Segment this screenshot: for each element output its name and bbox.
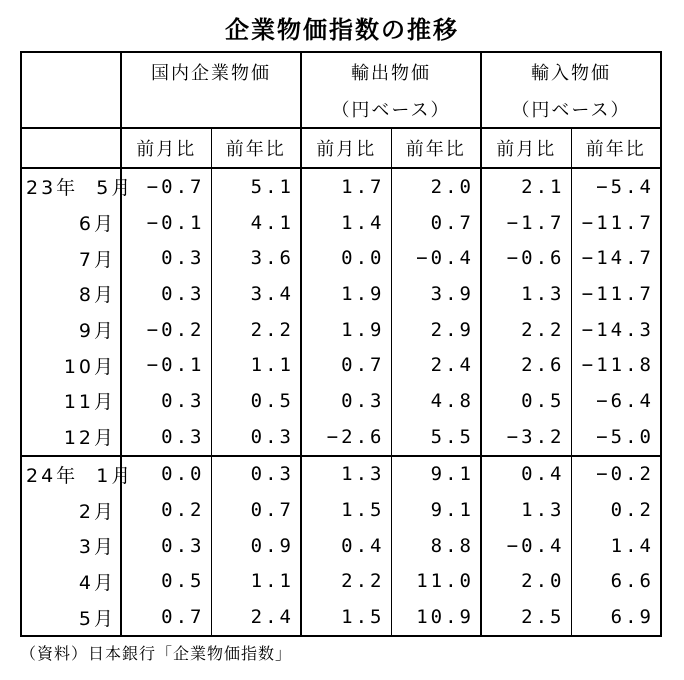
subcol-header: 前年比 xyxy=(211,128,301,168)
value-cell: 0.0 xyxy=(301,240,391,276)
value-cell: 5.5 xyxy=(391,419,481,456)
table-row xyxy=(21,492,661,528)
subcol-header: 前月比 xyxy=(481,128,571,168)
row-label: 24年 1月 xyxy=(21,456,121,493)
value-cell: −0.2 xyxy=(146,318,205,341)
value-cell: 11.0 xyxy=(391,564,481,600)
value-cell: 10.9 xyxy=(391,599,481,636)
table-body xyxy=(21,168,661,636)
value-cell: 0.3 xyxy=(161,247,205,270)
row-label: 9月 xyxy=(21,312,121,348)
value-cell: 5.1 xyxy=(211,168,301,205)
value-cell: −0.4 xyxy=(391,240,481,276)
value-cell: 1.3 xyxy=(301,456,391,493)
value-cell: 0.3 xyxy=(161,282,205,305)
price-index-table xyxy=(20,51,662,637)
subcol-header: 前月比 xyxy=(121,128,211,168)
value-cell: −0.6 xyxy=(481,240,571,276)
value-cell: 2.6 xyxy=(481,347,571,383)
value-cell: 9.1 xyxy=(391,456,481,493)
value-cell: −0.1 xyxy=(146,211,205,234)
value-cell: −0.1 xyxy=(146,354,205,377)
value-cell: 2.0 xyxy=(481,564,571,600)
value-cell: 6.6 xyxy=(571,564,661,600)
row-label: 5月 xyxy=(21,599,121,636)
group-header-export: 輸出物価 xyxy=(301,52,481,91)
value-cell: −0.4 xyxy=(481,528,571,564)
value-cell: 3.9 xyxy=(391,276,481,312)
table-row xyxy=(21,240,661,276)
value-cell: 1.5 xyxy=(301,492,391,528)
value-cell: 0.3 xyxy=(211,419,301,456)
source-note: （資料）日本銀行「企業物価指数」 xyxy=(20,644,293,663)
subcol-header: 前年比 xyxy=(391,128,481,168)
table-header xyxy=(21,52,661,168)
group-header-domestic: 国内企業物価 xyxy=(121,52,301,91)
row-label: 11月 xyxy=(21,383,121,419)
value-cell: −6.4 xyxy=(571,383,661,419)
value-cell: 0.5 xyxy=(161,570,205,593)
value-cell: −11.8 xyxy=(571,347,661,383)
table-row xyxy=(21,599,661,636)
corner-cell xyxy=(21,52,121,128)
value-cell: 0.7 xyxy=(211,492,301,528)
value-cell: 1.3 xyxy=(481,492,571,528)
group-subheader-domestic xyxy=(121,91,301,128)
value-cell: −11.7 xyxy=(571,205,661,241)
value-cell: 2.2 xyxy=(481,312,571,348)
value-cell: 0.4 xyxy=(301,528,391,564)
table-row xyxy=(21,276,661,312)
value-cell: 2.9 xyxy=(391,312,481,348)
value-cell: 2.4 xyxy=(211,599,301,636)
row-label: 12月 xyxy=(21,419,121,456)
table-row xyxy=(21,564,661,600)
value-cell: 0.3 xyxy=(161,425,205,448)
value-cell: −3.2 xyxy=(481,419,571,456)
value-cell: 1.3 xyxy=(481,276,571,312)
group-header-import: 輸入物価 xyxy=(481,52,661,91)
value-cell: 0.2 xyxy=(161,499,205,522)
subcol-header: 前月比 xyxy=(301,128,391,168)
table-row xyxy=(21,419,661,456)
value-cell: 2.5 xyxy=(481,599,571,636)
value-cell: 1.5 xyxy=(301,599,391,636)
value-cell: 4.8 xyxy=(391,383,481,419)
value-cell: 0.3 xyxy=(211,456,301,493)
row-label: 7月 xyxy=(21,240,121,276)
value-cell: 0.3 xyxy=(161,389,205,412)
value-cell: 3.4 xyxy=(211,276,301,312)
value-cell: 0.7 xyxy=(121,599,211,636)
value-cell: 6.9 xyxy=(571,599,661,636)
value-cell: −5.4 xyxy=(571,168,661,205)
value-cell: 0.3 xyxy=(301,383,391,419)
value-cell: 2.2 xyxy=(301,564,391,600)
row-label: 23年 5月 xyxy=(21,168,121,205)
value-cell: −2.6 xyxy=(301,419,391,456)
value-cell: 1.1 xyxy=(211,564,301,600)
subcol-header: 前年比 xyxy=(571,128,661,168)
table-row xyxy=(21,347,661,383)
row-label: 2月 xyxy=(21,492,121,528)
value-cell: 1.4 xyxy=(301,205,391,241)
value-cell: 2.2 xyxy=(211,312,301,348)
value-cell: 0.7 xyxy=(391,205,481,241)
value-cell: 9.1 xyxy=(391,492,481,528)
table-row xyxy=(21,168,661,205)
value-cell: −11.7 xyxy=(571,276,661,312)
value-cell: 0.2 xyxy=(571,492,661,528)
row-label: 3月 xyxy=(21,528,121,564)
row-label: 4月 xyxy=(21,564,121,600)
value-cell: 1.4 xyxy=(571,528,661,564)
value-cell: 0.4 xyxy=(481,456,571,493)
value-cell: 3.6 xyxy=(211,240,301,276)
value-cell: 4.1 xyxy=(211,205,301,241)
table-row xyxy=(21,528,661,564)
value-cell: 2.0 xyxy=(391,168,481,205)
value-cell: −14.7 xyxy=(571,240,661,276)
value-cell: 0.5 xyxy=(211,383,301,419)
value-cell: −1.7 xyxy=(481,205,571,241)
value-cell: 2.1 xyxy=(481,168,571,205)
value-cell: 1.7 xyxy=(301,168,391,205)
table-row xyxy=(21,205,661,241)
value-cell: −14.3 xyxy=(571,312,661,348)
value-cell: 2.4 xyxy=(391,347,481,383)
value-cell: −5.0 xyxy=(571,419,661,456)
value-cell: 0.0 xyxy=(121,456,211,493)
group-subheader-export: （円ベース） xyxy=(301,91,481,128)
value-cell: 1.9 xyxy=(301,276,391,312)
row-label: 6月 xyxy=(21,205,121,241)
value-cell: 0.7 xyxy=(301,347,391,383)
table-row xyxy=(21,383,661,419)
group-subheader-import: （円ベース） xyxy=(481,91,661,128)
row-label: 10月 xyxy=(21,347,121,383)
value-cell: 0.5 xyxy=(481,383,571,419)
value-cell: 0.3 xyxy=(161,534,205,557)
value-cell: −0.7 xyxy=(146,175,205,198)
subheader-blank xyxy=(21,128,121,168)
value-cell: −0.2 xyxy=(571,456,661,493)
value-cell: 0.9 xyxy=(211,528,301,564)
value-cell: 1.9 xyxy=(301,312,391,348)
row-label: 8月 xyxy=(21,276,121,312)
table-row xyxy=(21,456,661,493)
table-row xyxy=(21,312,661,348)
value-cell: 8.8 xyxy=(391,528,481,564)
page-title: 企業物価指数の推移 xyxy=(225,16,459,44)
value-cell: 1.1 xyxy=(211,347,301,383)
